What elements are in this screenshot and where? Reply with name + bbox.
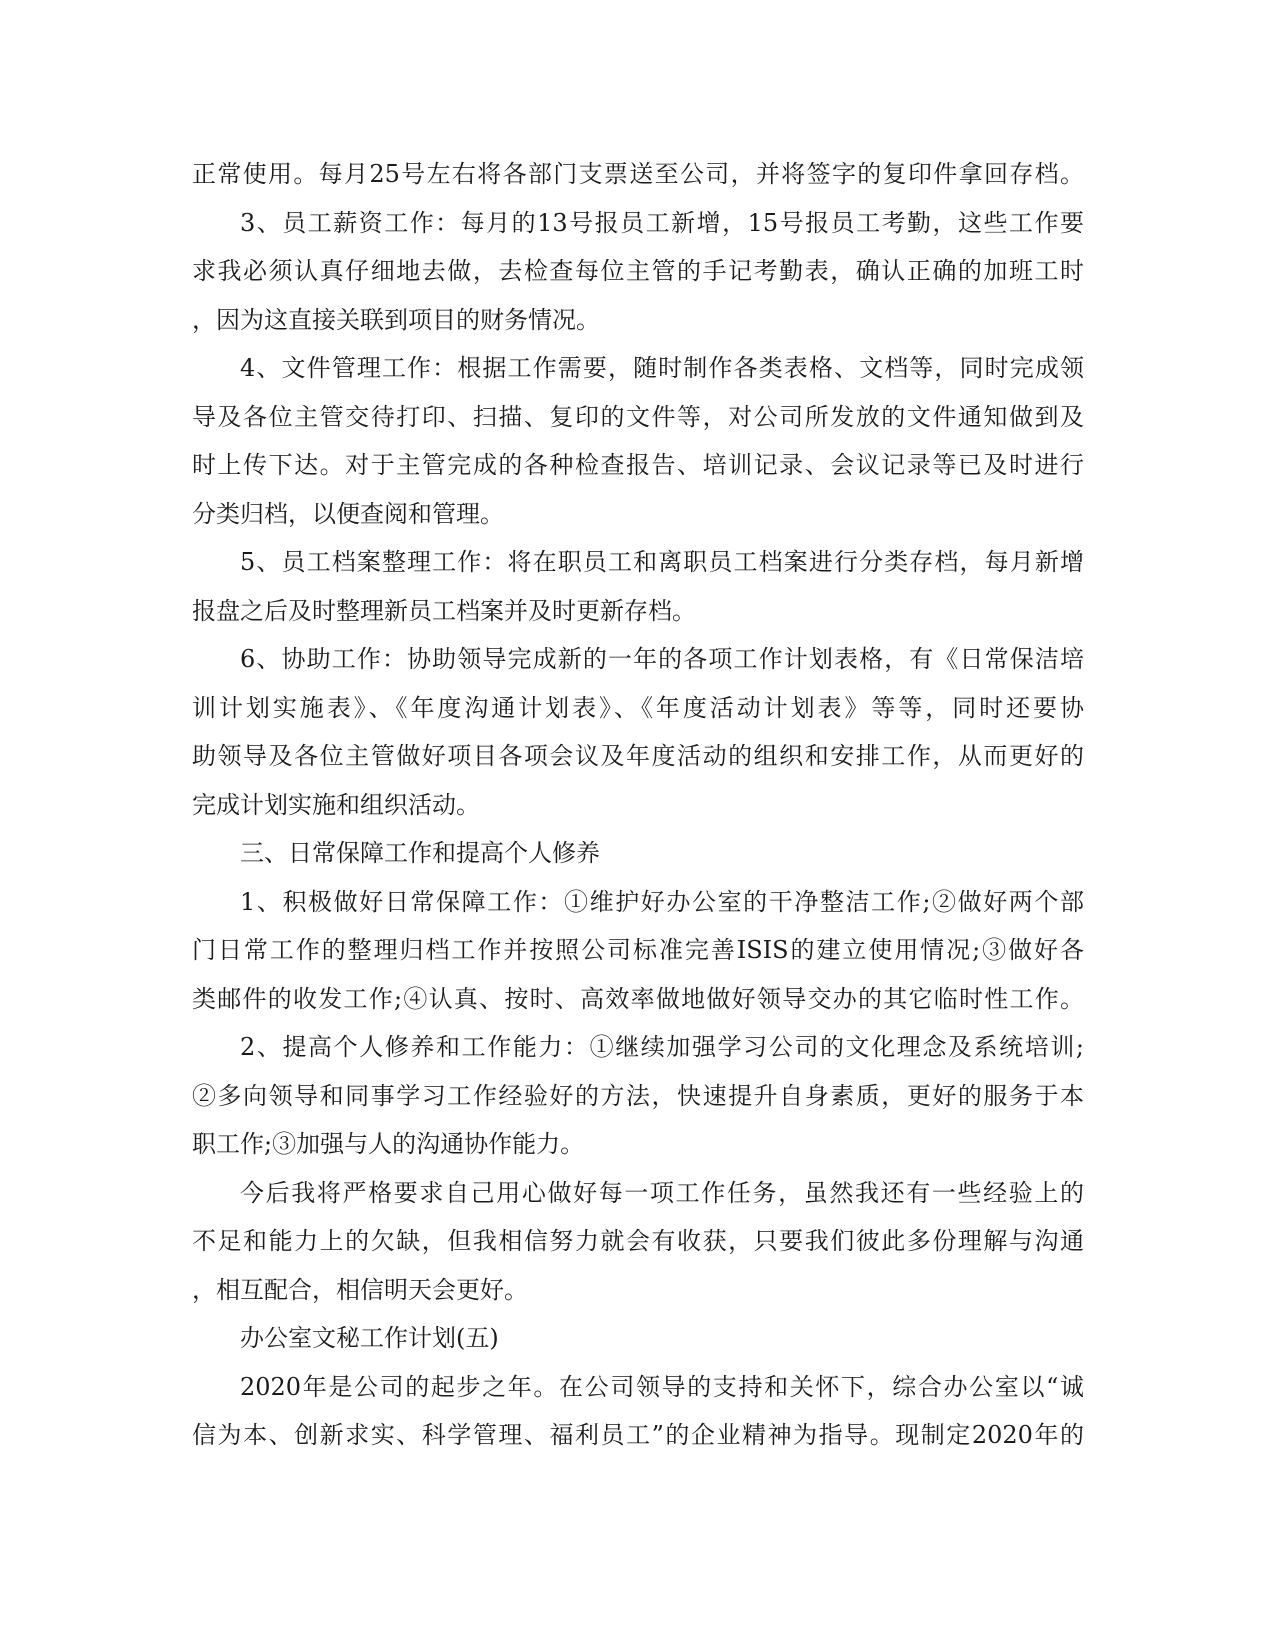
text-line: 3、员工薪资工作：每月的13号报员工新增，15号报员工考勤，这些工作要	[240, 208, 1084, 237]
text-line: 类邮件的收发工作;④认真、按时、高效率做地做好领导交办的其它临时性工作。	[192, 984, 1084, 1013]
text-line: ，因为这直接关联到项目的财务情况。	[192, 305, 600, 334]
text-line: 分类归档，以便查阅和管理。	[192, 499, 504, 528]
text-line: 职工作;③加强与人的沟通协作能力。	[192, 1130, 585, 1158]
text-line: 信为本、创新求实、科学管理、福利员工”的企业精神为指导。现制定2020年的	[192, 1421, 1084, 1449]
text-line: 2、提高个人修养和工作能力：①继续加强学习公司的文化理念及系统培训;	[240, 1033, 1084, 1061]
text-line: 正常使用。每月25号左右将各部门支票送至公司，并将签字的复印件拿回存档。	[192, 160, 1084, 188]
text-line: 5、员工档案整理工作：将在职员工和离职员工档案进行分类存档，每月新增	[240, 548, 1084, 576]
text-line: 求我必须认真仔细地去做，去检查每位主管的手记考勤表，确认正确的加班工时	[192, 257, 1084, 285]
text-line: 时上传下达。对于主管完成的各种检查报告、培训记录、会议记录等已及时进行	[192, 451, 1084, 479]
text-line: 不足和能力上的欠缺，但我相信努力就会有收获，只要我们彼此多份理解与沟通	[192, 1227, 1084, 1255]
section-heading: 办公室文秘工作计划(五)	[240, 1324, 499, 1352]
text-line: 完成计划实施和组织活动。	[192, 790, 480, 819]
text-line: 助领导及各位主管做好项目各项会议及年度活动的组织和安排工作，从而更好的	[192, 742, 1084, 770]
document-body	[192, 150, 1084, 1460]
text-line: 2020年是公司的起步之年。在公司领导的支持和关怀下，综合办公室以“诚	[240, 1372, 1084, 1401]
section-heading: 三、日常保障工作和提高个人修养	[240, 839, 600, 867]
text-line: 报盘之后及时整理新员工档案并及时更新存档。	[192, 596, 696, 625]
text-line: ②多向领导和同事学习工作经验好的方法，快速提升自身素质，更好的服务于本	[192, 1081, 1084, 1110]
text-line: 4、文件管理工作：根据工作需要，随时制作各类表格、文档等，同时完成领	[240, 354, 1084, 382]
text-line: 导及各位主管交待打印、扫描、复印的文件等，对公司所发放的文件通知做到及	[192, 402, 1084, 431]
text-line: 训计划实施表》、《年度沟通计划表》、《年度活动计划表》等等，同时还要协	[192, 693, 1084, 722]
text-line: 今后我将严格要求自己用心做好每一项工作任务，虽然我还有一些经验上的	[240, 1178, 1084, 1207]
text-line: 1、积极做好日常保障工作：①维护好办公室的干净整洁工作;②做好两个部	[240, 887, 1084, 916]
text-line: 6、协助工作：协助领导完成新的一年的各项工作计划表格，有《日常保洁培	[240, 645, 1084, 673]
text-line: ，相互配合，相信明天会更好。	[192, 1275, 528, 1304]
text-line: 门日常工作的整理归档工作并按照公司标准完善ISIS的建立使用情况;③做好各	[192, 936, 1084, 964]
